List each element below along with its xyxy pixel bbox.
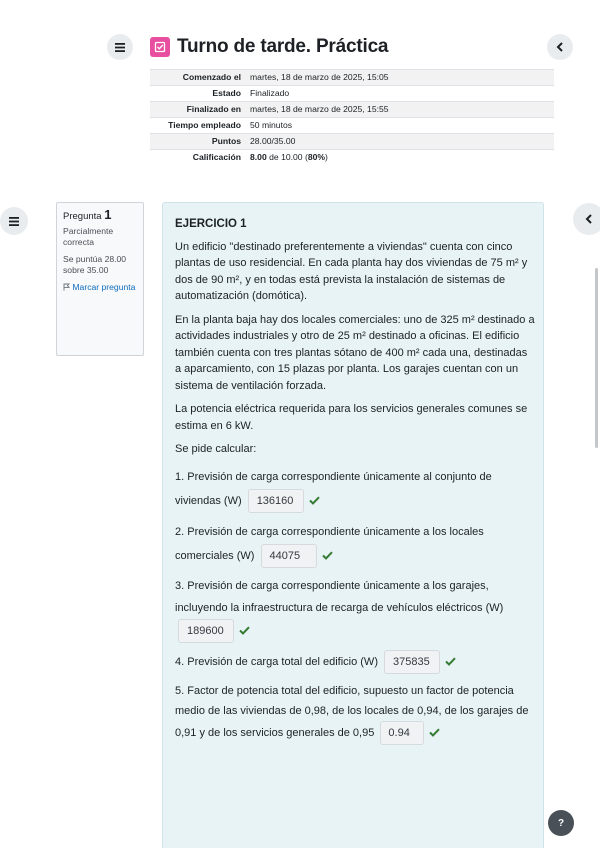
question-prefix: Pregunta [63, 211, 102, 222]
summary-value: martes, 18 de marzo de 2025, 15:55 [250, 104, 389, 114]
check-icon [322, 551, 333, 560]
summary-value: martes, 18 de marzo de 2025, 15:05 [250, 72, 389, 82]
page-header [150, 36, 388, 58]
chevron-left-icon [556, 42, 564, 52]
summary-value: 50 minutos [250, 120, 293, 130]
subquestion-text: 2. Previsión de carga correspondiente únicamente a los locales comerciales (W) [175, 525, 484, 562]
subquestion-text: 5. Factor de potencia total del edificio, supuesto un factor de potencia medio de las viviendas de 0,98, de los locales de 0,94, de los garajes de 0,91 y de los servicios generales de 0,95 [175, 684, 529, 739]
subquestion-text: 1. Previsión de carga correspondiente únicamente al conjunto de viviendas (W) [175, 470, 492, 507]
grade-rest: de 10.00 ( [266, 152, 308, 162]
list-icon [9, 217, 19, 226]
answer-field-2[interactable]: 44075 [261, 544, 317, 568]
subquestion-3 [175, 575, 535, 643]
summary-label: Finalizado en [186, 104, 241, 114]
question-number [63, 209, 137, 222]
flag-label: Marcar pregunta [72, 282, 136, 292]
table-row [150, 70, 554, 86]
open-course-index-button[interactable] [107, 34, 133, 60]
question-paragraph: La potencia eléctrica requerida para los servicios generales comunes se estima en 6 kW. [175, 403, 528, 432]
close-drawer-button[interactable] [547, 34, 573, 60]
question-info [56, 202, 144, 356]
answer-field-5[interactable]: 0.94 [380, 721, 424, 745]
grade-score: 8.00 [250, 152, 267, 162]
summary-label: Estado [212, 88, 241, 98]
table-row [150, 118, 554, 134]
check-icon [309, 496, 320, 505]
table-row [150, 86, 554, 102]
close-block-drawer-button[interactable] [573, 203, 600, 235]
question-paragraph: Se pide calcular: [175, 443, 257, 455]
answer-field-4[interactable]: 375835 [384, 650, 440, 674]
help-button[interactable]: ? [548, 810, 574, 836]
scrollbar[interactable] [595, 268, 598, 448]
subquestion-5 [175, 681, 535, 745]
flag-question-link[interactable] [63, 282, 137, 293]
subquestion-1 [175, 465, 535, 513]
answer-field-3[interactable]: 189600 [178, 619, 234, 643]
subquestion-4 [175, 650, 535, 674]
question-paragraph: En la planta baja hay dos locales comerciales: uno de 325 m² destinado a actividades industriales y otro de 25 m² destinado a oficinas. El edificio también cuenta con tres plantas sótano de 400 m² cada una, destinadas a aparcamiento, con 15 plazas por planta. Los garajes cuentan con un sistema de ventilación forzada. [175, 313, 535, 392]
check-icon [239, 626, 250, 635]
question-number-value: 1 [104, 207, 112, 222]
question-state: Parcialmente correcta [63, 226, 114, 247]
attempt-summary-table [150, 69, 554, 165]
check-icon [445, 657, 456, 666]
table-row [150, 134, 554, 150]
subquestion-text: 4. Previsión de carga total del edificio (W) [175, 655, 378, 668]
question-content [162, 202, 544, 848]
flag-icon [63, 283, 70, 291]
subquestion-text: 3. Previsión de carga correspondiente únicamente a los garajes, incluyendo la infraestructura de recarga de vehículos eléctricos (W) [175, 579, 504, 614]
summary-value: 28.00/35.00 [250, 136, 296, 146]
check-icon [429, 728, 440, 737]
page-title: Turno de tarde. Práctica [177, 36, 389, 57]
summary-label: Tiempo empleado [168, 120, 241, 130]
open-quiz-navigation-button[interactable] [0, 207, 28, 235]
table-row [150, 150, 554, 166]
grade-percent: 80% [307, 152, 326, 162]
question-grade: Se puntúa 28.00 sobre 35.00 [63, 254, 127, 275]
grade-value [246, 150, 554, 166]
list-icon [115, 43, 125, 52]
grade-close: ) [325, 152, 328, 162]
summary-label: Puntos [211, 136, 241, 146]
answer-field-1[interactable]: 136160 [248, 489, 304, 513]
summary-label: Comenzado el [182, 72, 241, 82]
summary-value: Finalizado [250, 88, 290, 98]
table-row [150, 102, 554, 118]
quiz-icon [150, 37, 170, 57]
summary-label: Calificación [192, 152, 241, 162]
subquestion-2 [175, 520, 535, 568]
chevron-left-icon [585, 214, 593, 224]
question-paragraph: Un edificio "destinado preferentemente a viviendas" cuenta con cinco plantas de uso residencial. En cada planta hay dos viviendas de 75 m² y dos de 90 m², y en todas está prevista la instalación de sistemas de automatización (domótica). [175, 240, 528, 302]
exercise-title: EJERCICIO 1 [175, 218, 247, 230]
